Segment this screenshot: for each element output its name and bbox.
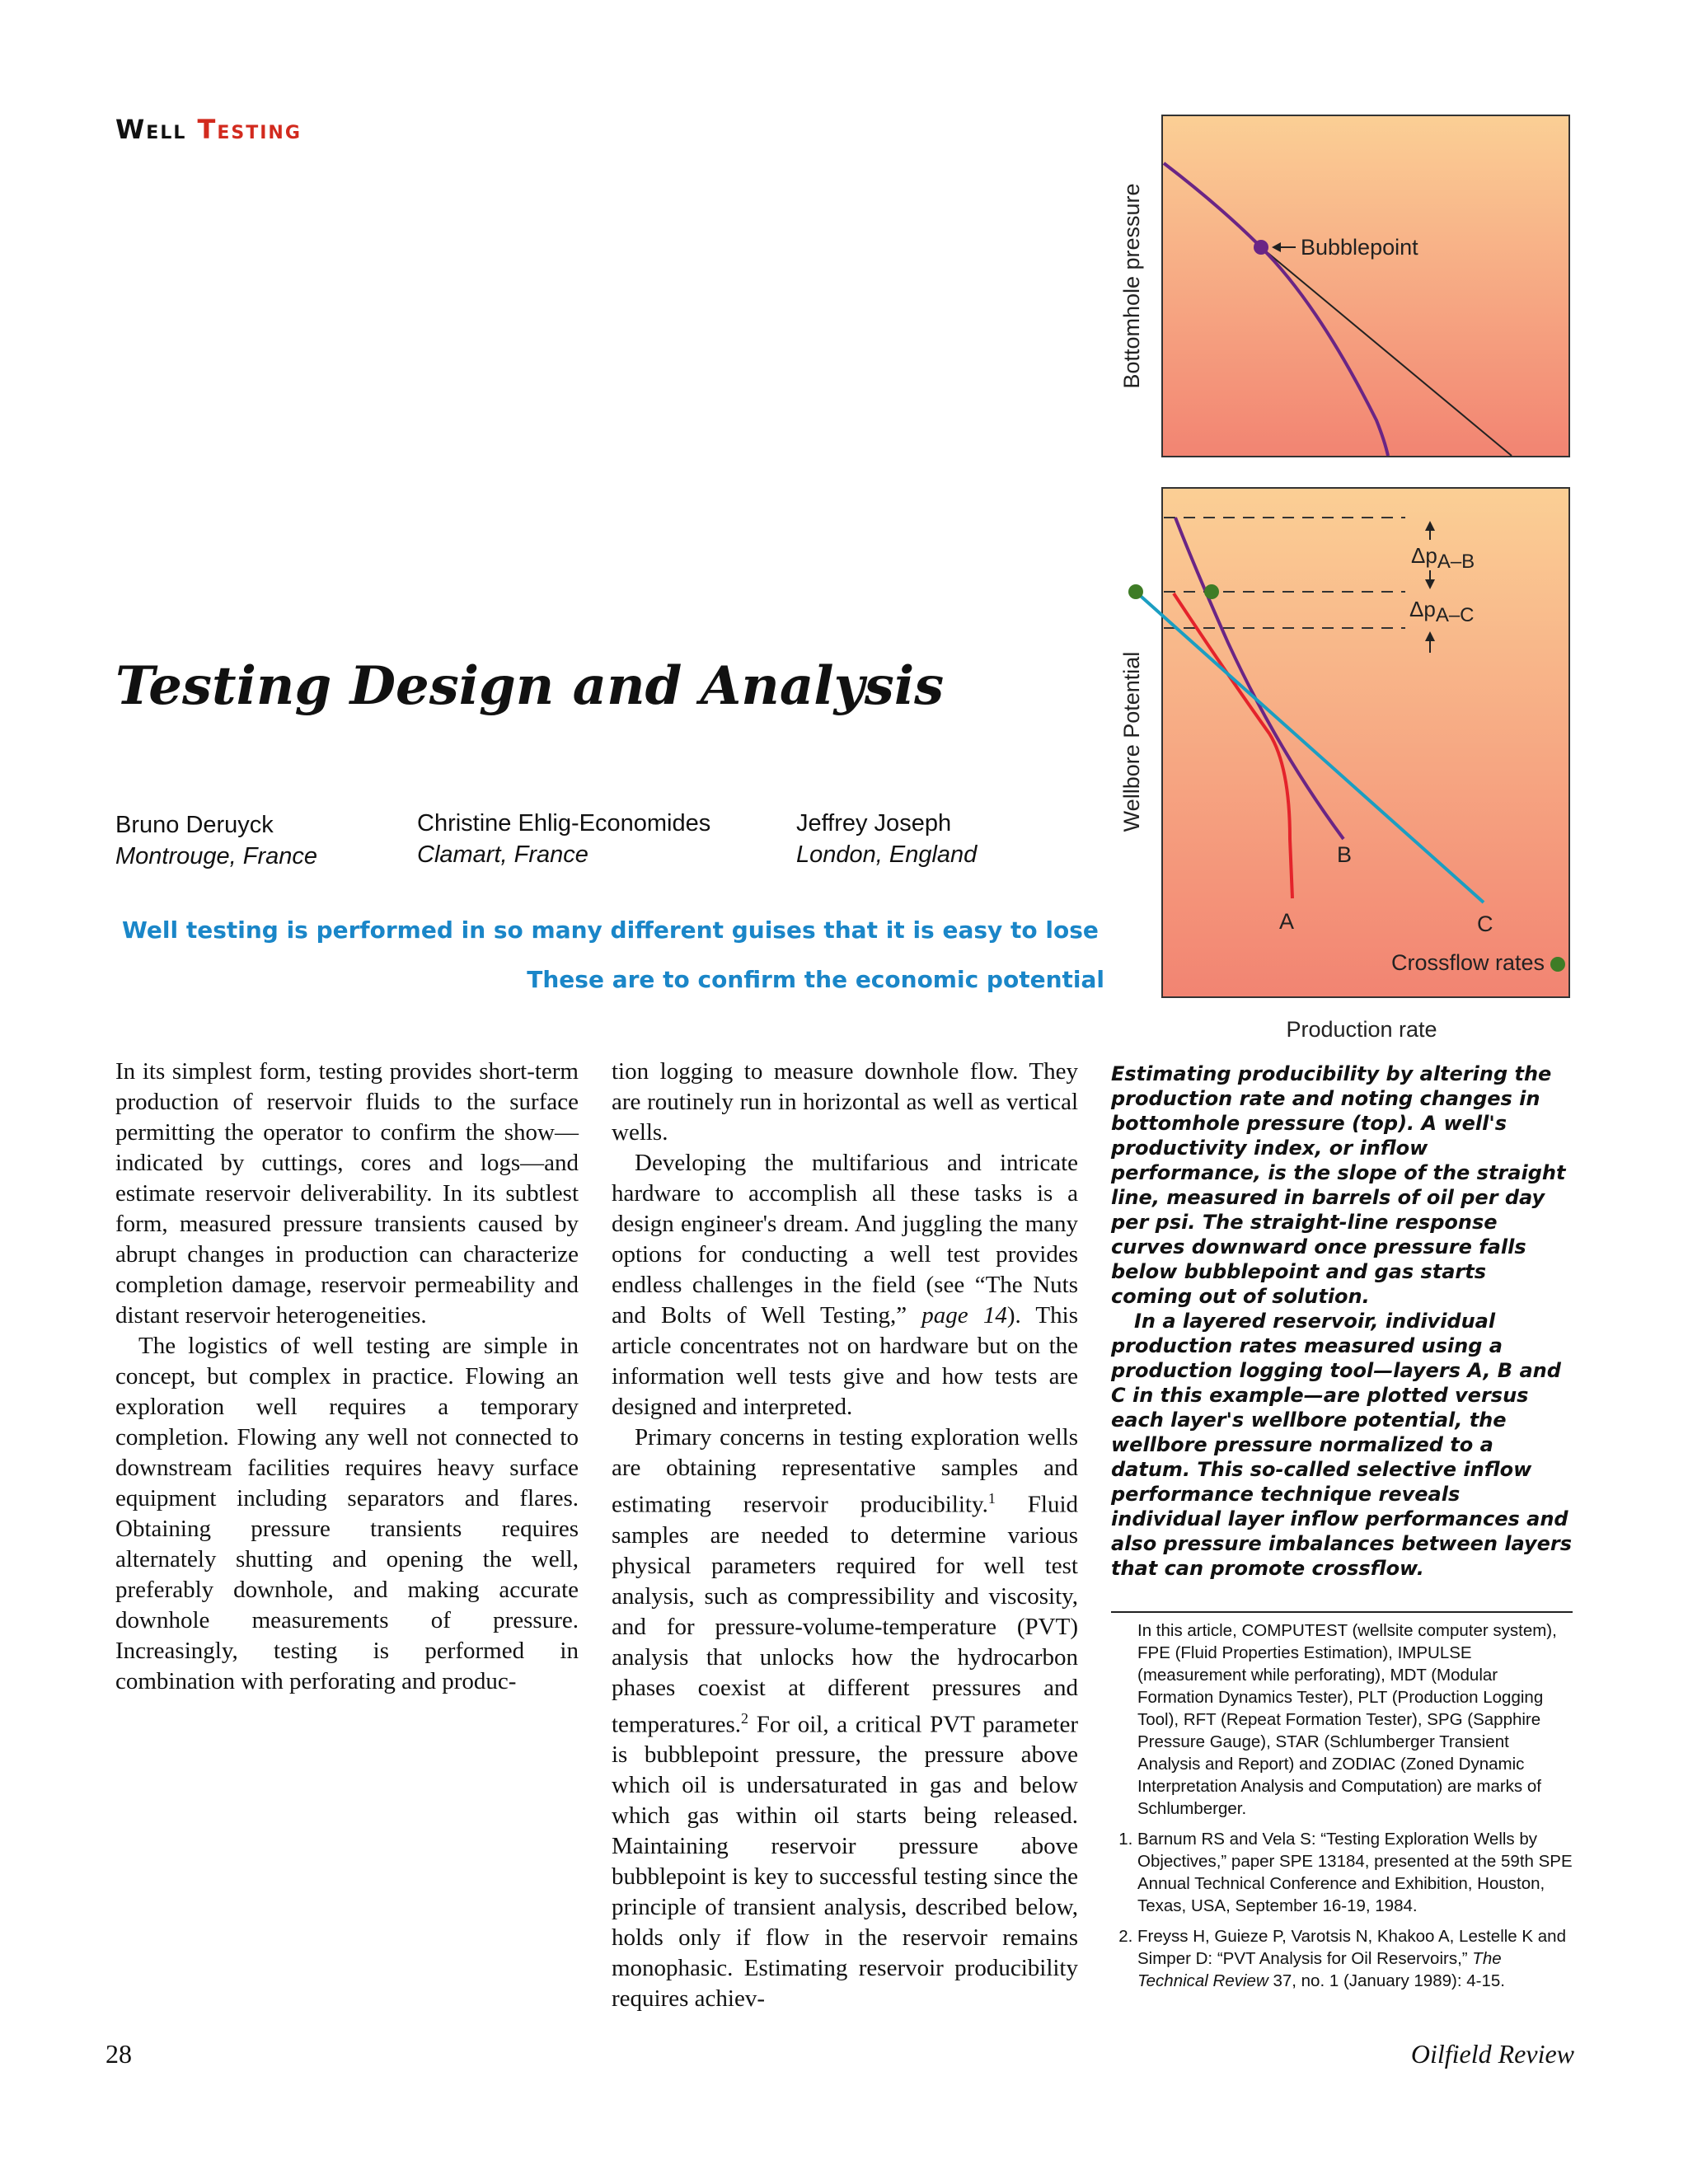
top-y-label: Bottomhole pressure [1119,183,1144,389]
trademark-note: In this article, COMPUTEST (wellsite computer system), FPE (Fluid Properties Estimation), IMPULSE (measurement while perforating), MDT (Modular Formation Dynamics Tester), PLT (Production Logging Tool), RFT (Repeat Formation Tester), SPG (Sapphire Pressure Gauge), STAR (Schlumberger Transient Analysis and Report) and ZODIAC (Zoned Dynamic Interpretation Analysis and Computation) are marks of Schlumberger. [1137,1621,1557,1818]
page-number: 28 [106,2039,132,2069]
author-2-name: Christine Ehlig-Economides [417,810,711,837]
delta-ac-subscript: A–C [1435,604,1475,626]
author-3 [796,808,977,870]
author-3-location: London, England [796,841,978,868]
bubblepoint-label: Bubblepoint [1301,235,1418,260]
author-1-location: Montrouge, France [115,843,318,869]
kicker-line-2: These are to confirm the economic potential [527,966,1104,993]
col2-paragraph-2 [612,1148,1078,1422]
layer-b-label: B [1337,842,1353,867]
col1-paragraph-2: The logistics of well testing are simple in concept, but complex in practice. Flowing an exploration well requires a temporary completion. Flowing any well not connected to downstream facilities requires heavy surface equipment including separators and flares. Obtaining pressure transients requires alternately shutting and opening the well, preferably downhole, and making accurate downhole measurements of pressure. Increasingly, testing is performed in combination with perforating and produc- [115,1333,579,1694]
col2-paragraph-3 [612,1422,1078,2014]
section-tag-first: Well [115,114,198,145]
article-title: Testing Design and Analysis [115,655,945,717]
footnote-rule [1111,1611,1573,1613]
reference-2-journal: The Technical Review [1137,1949,1502,1990]
section-tag [115,114,302,145]
reference-1: 1. Barnum RS and Vela S: “Testing Exploration Wells by Objectives,” paper SPE 13184, presented at the 59th SPE Annual Technical Conference and Exhibition, Houston, Texas, USA, September 16-19, 1984. [1137,1828,1574,1917]
caption-paragraph-2: In a layered reservoir, individual production rates measured using a production logging tool—layers A, B and C in this example—are plotted versus each layer's wellbore potential, the wellbore pressure normalized to a datum. This so-called selective inflow performance technique reveals individual layer inflow performances and also pressure imbalances between layers that can promote crossflow. [1111,1310,1573,1580]
figure-caption [1111,1062,1573,1581]
reference-list [1113,1828,1574,1992]
col2-paragraph-1 [612,1057,1078,1148]
col1-paragraph-1: In its simplest form, testing provides short-term production of reservoir fluids to the surface permitting the operator to confirm the show—indicated by cuttings, cores and logs—and estimate reservoir deliverability. In its subtlest form, measured pressure transients caused by abrupt changes in production can characterize completion damage, reservoir permeability and distant reservoir heterogeneities. [115,1058,579,1329]
body-column-1 [115,1057,579,1697]
bubblepoint-marker [1254,240,1268,255]
journal-name: Oilfield Review [1410,2039,1574,2069]
layer-a-label: A [1279,909,1295,934]
layer-b-intercept-marker [1204,584,1219,599]
inflow-performance-figure [1104,107,1582,1055]
col2-p3-text-a: Primary concerns in testing exploration wells are obtaining representative samples and estimating reservoir producibility. [612,1424,1078,1518]
author-3-name: Jeffrey Joseph [796,810,952,837]
author-1-name: Bruno Deruyck [115,812,274,838]
layer-c-label: C [1477,912,1493,936]
col2-p3-text-c: For oil, a critical PVT parameter is bubblepoint pressure, the pressure above which oil is undersaturated in gas and below which gas within oil starts being released. Maintaining reservoir pressure above bubblepoint is key to successful testing since the principle of transient analysis, described below, holds only if flow in the reservoir remains monophasic. Estimating reservoir producibility requires achiev- [612,1711,1078,2013]
top-panel [1162,115,1569,457]
col2-p2-text-a: Developing the multifarious and intricate hardware to accomplish all these tasks is a design engineer's dream. And juggling the many options for conducting a well test provides endless challenges in the field (see “The Nuts and Bolts of Well Testing,” [612,1150,1078,1329]
crossflow-label: Crossflow rates [1391,950,1545,975]
kicker-line-1: Well testing is performed in so many different guises that it is easy to lose [122,916,1099,944]
bottom-panel [1162,488,1569,997]
delta-ab-subscript: A–B [1437,551,1475,573]
crossflow-marker [1550,957,1565,972]
footnotes [1113,1619,1574,2000]
delta-ab-symbol: Δp [1411,543,1437,568]
delta-ac-symbol: Δp [1409,597,1436,621]
col2-page-ref-link[interactable]: page 14 [921,1302,1007,1329]
caption-paragraph-1: Estimating producibility by altering the production rate and noting changes in bottomhole pressure (top). A well's productivity index, or inflow performance, is the slope of the straight line, measured in barrels of oil per day per psi. The straight-line response curves downward once pressure falls below bubblepoint and gas starts coming out of solution. [1111,1062,1566,1308]
body-column-2 [612,1057,1078,2014]
author-1 [115,809,317,872]
reference-2-text-a: Freyss H, Guieze P, Varotsis N, Khakoo A, Lestelle K and Simper D: “PVT Analysis for Oil Reservoirs,” [1137,1927,1566,1968]
x-axis-label: Production rate [1286,1017,1437,1042]
footnote-ref-1[interactable]: 1 [987,1490,996,1507]
reference-2 [1137,1925,1574,1992]
footnote-ref-2[interactable]: 2 [741,1709,749,1727]
bottom-y-label: Wellbore Potential [1119,651,1144,832]
layer-c-intercept-marker [1128,584,1143,599]
author-2 [417,808,710,870]
reference-2-text-b: 37, no. 1 (January 1989): 4-15. [1268,1971,1505,1990]
section-tag-accent: Testing [197,114,302,145]
col2-p2-text-b: ). This article concentrates not on hardware but on the information well tests give and how tests are designed and interpreted. [612,1302,1078,1420]
col2-p1-text: tion logging to measure downhole flow. They are routinely run in horizontal as well as vertical wells. [612,1058,1078,1146]
col2-p3-text-b: Fluid samples are needed to determine various physical parameters required for well test analysis, such as compressibility and viscosity, and for pressure-volume-temperature (PVT) analysis that unlocks how the hydrocarbon phases coexist at different pressures and temperatures. [612,1491,1078,1738]
author-2-location: Clamart, France [417,841,588,868]
